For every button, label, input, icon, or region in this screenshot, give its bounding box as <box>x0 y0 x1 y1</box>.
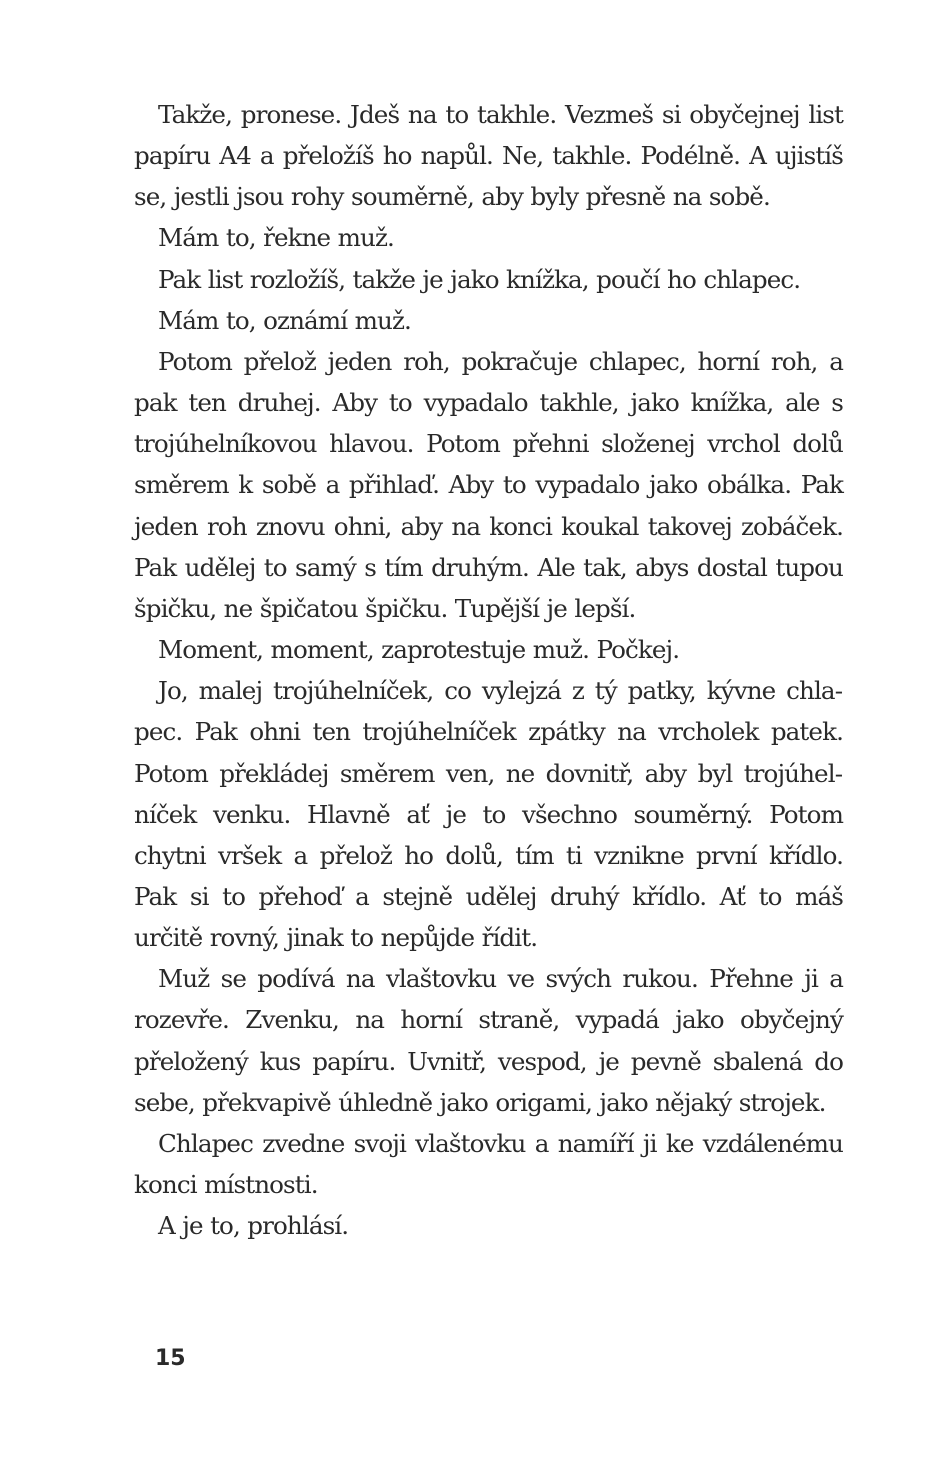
paragraph: Mám to, oznámí muž. <box>158 305 411 335</box>
paragraph: Jo, malej trojúhelníček, co vylejzá z tý patky, kývne chlapec. Pak ohni ten trojúhelníček zpátky na vrcholek patek. Potom překládej směrem ven, ne dovnitř, aby byl trojúhelníček venku. Hlavně ať je to všechno souměrný. Potom chytni vršek a přelož ho dolů, tím ti vznikne první křídlo. Pak si to přehoď a stejně udělej druhý křídlo. Ať to máš určitě rovný, jinak to nepůjde řídit. <box>134 676 843 953</box>
paragraph: Pak list rozložíš, takže je jako knížka, poučí ho chlapec. <box>158 264 801 294</box>
paragraph: A je to, prohlásí. <box>158 1211 349 1241</box>
paragraph: Potom přelož jeden roh, pokračuje chlapec, horní roh, a pak ten druhej. Aby to vypadalo takhle, jako knížka, ale s trojúhelníkovou hlavou. Potom přehni složenej vrchol dolů směrem k sobě a přihlaď. Aby to vypadalo jako obálka. Pak jeden roh znovu ohni, aby na konci koukal takovej zobáček. Pak udělej to samý s tím druhým. Ale tak, abys dostal tupou špičku, ne špičatou špičku. Tupější je lepší. <box>134 346 843 623</box>
paragraph: Chlapec zvedne svoji vlaštovku a namíří ji ke vzdálenému konci místnosti. <box>134 1128 843 1200</box>
paragraph: Muž se podívá na vlaštovku ve svých rukou. Přehne ji a rozevře. Zvenku, na horní straně, vypadá jako obyčejný přeložený kus papíru. Uvnitř, vespod, je pevně sbalená do sebe, překvapivě úhledně jako origami, jako nějaký strojek. <box>134 964 843 1117</box>
paragraph: Moment, moment, zaprotestuje muž. Počkej. <box>158 635 680 665</box>
paragraph: Takže, pronese. Jdeš na to takhle. Vezmeš si obyčejnej list papíru A4 a přeložíš ho napůl. Ne, takhle. Podélně. A ujistíš se, jestli jsou rohy souměrně, aby byly přesně na sobě. <box>134 100 843 212</box>
page-number: 15 <box>155 1346 186 1371</box>
paragraph: Mám to, řekne muž. <box>158 223 394 253</box>
body-text <box>134 94 843 1246</box>
